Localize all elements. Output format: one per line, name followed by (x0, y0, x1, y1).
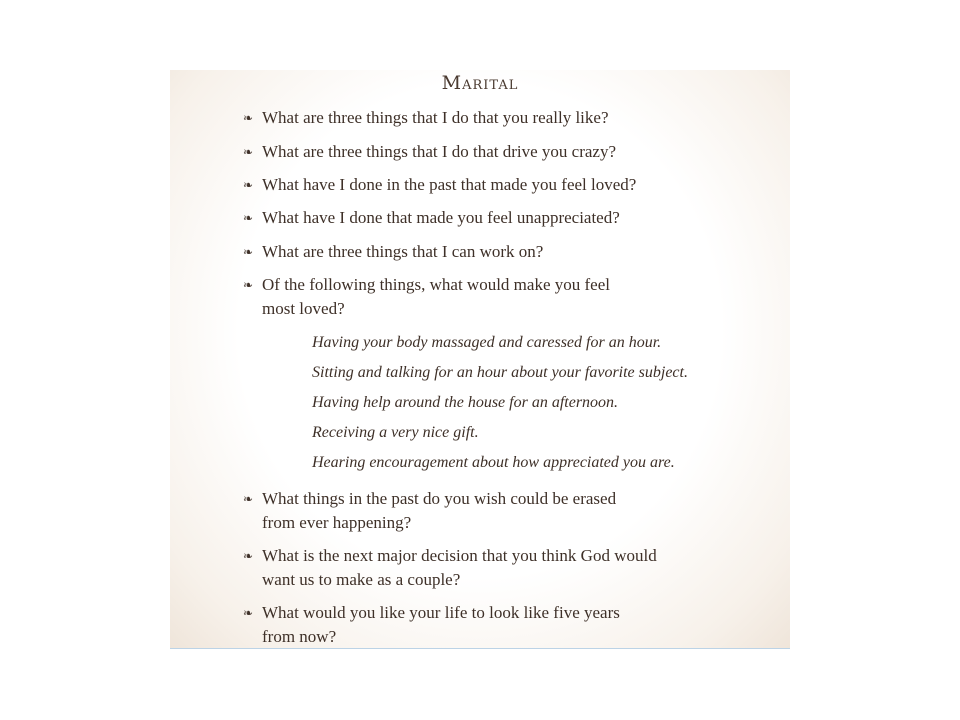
question-item: ❧ What have I done that made you feel unappreciated? (262, 206, 702, 230)
question-item: ❧ What are three things that I do that you really like? (262, 106, 702, 130)
option-item: Receiving a very nice gift. (312, 424, 479, 441)
question-item: ❧ Of the following things, what would make you feel most loved? (243, 275, 610, 318)
question-item: ❧ What is the next major decision that you think God would want us to make as a couple? (243, 546, 657, 589)
question-item: ❧ What are three things that I can work on? (262, 240, 702, 264)
leaf-bullet-icon: ❧ (243, 111, 254, 125)
leaf-bullet-icon: ❧ (243, 606, 254, 620)
leaf-bullet-icon: ❧ (243, 178, 254, 192)
leaf-bullet-icon: ❧ (243, 245, 254, 259)
option-item: Having help around the house for an afternoon. (312, 394, 619, 411)
question-item: ❧ What are three things that I do that drive you crazy? (262, 140, 702, 164)
question-item: ❧ What would you like your life to look like five years from now? (243, 603, 620, 646)
leaf-bullet-icon: ❧ (243, 211, 254, 225)
option-item: Sitting and talking for an hour about your favorite subject. (312, 364, 688, 381)
question-item: ❧ What have I done in the past that made you feel loved? (262, 173, 702, 197)
leaf-bullet-icon: ❧ (243, 145, 254, 159)
option-item: Hearing encouragement about how appreciated you are. (312, 454, 675, 471)
question-item: ❧ What things in the past do you wish could be erased from ever happening? (243, 489, 617, 532)
leaf-bullet-icon: ❧ (243, 278, 254, 292)
option-item: Having your body massaged and caressed for an hour. (312, 334, 662, 351)
leaf-bullet-icon: ❧ (243, 549, 254, 563)
section-title: Marital (441, 72, 519, 94)
page (170, 70, 790, 649)
leaf-bullet-icon: ❧ (243, 492, 254, 506)
